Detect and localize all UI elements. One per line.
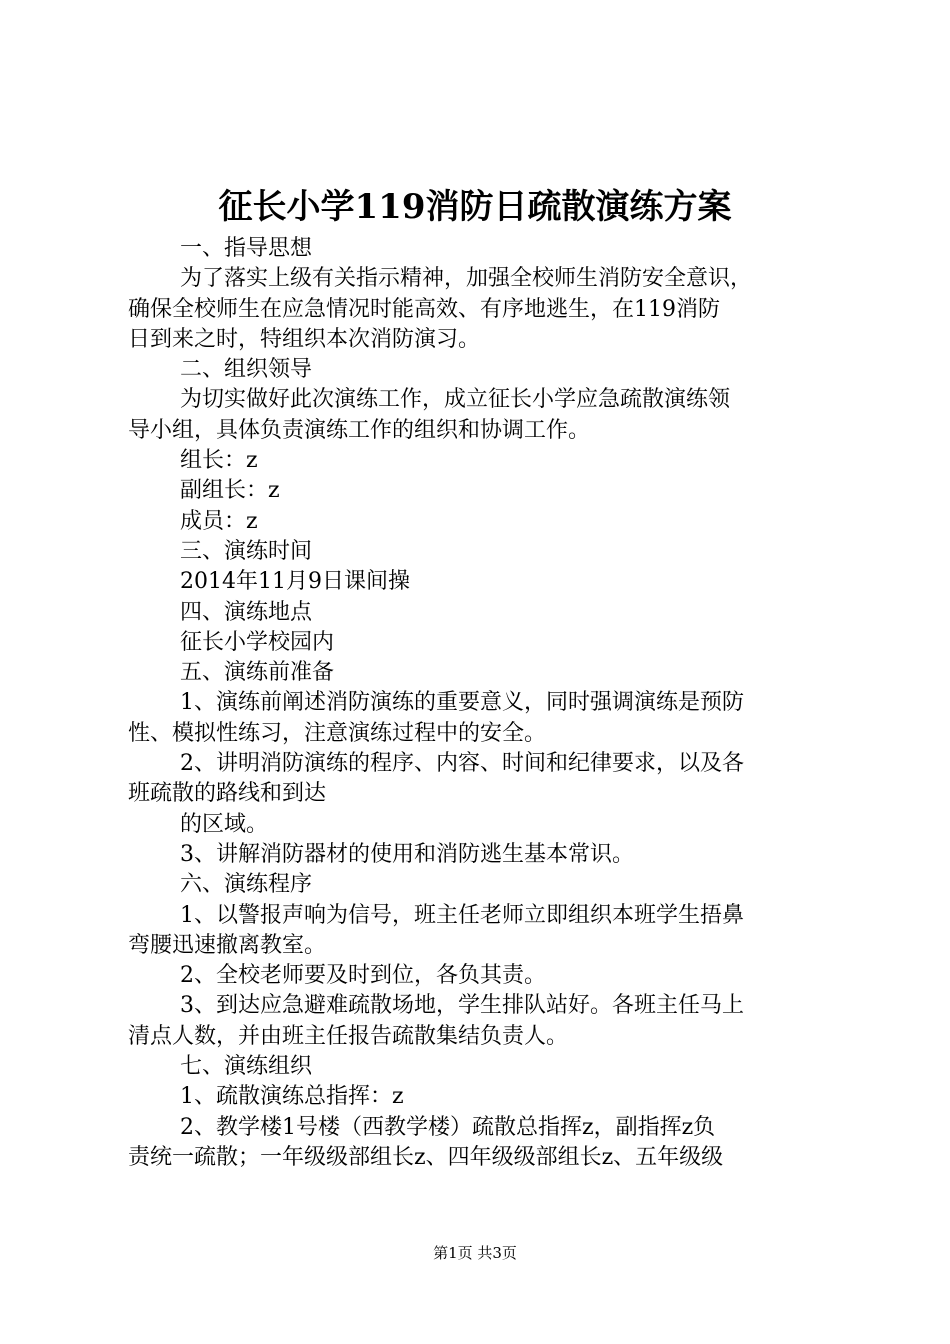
page-footer: 第1页 共3页 — [433, 1244, 517, 1262]
paragraph-line: 弯腰迅速撤离教室。 — [128, 932, 327, 958]
paragraph-line: 2、讲明消防演练的程序、内容、时间和纪律要求，以及各 — [180, 751, 744, 777]
paragraph-line: 2、教学楼1号楼（西教学楼）疏散总指挥z，副指挥z负 — [180, 1114, 716, 1140]
section-heading: 一、指导思想 — [180, 236, 313, 261]
section-heading: 二、组织领导 — [180, 357, 313, 383]
paragraph-line: 2、全校老师要及时到位，各负其责。 — [180, 963, 546, 989]
paragraph-line: 的区域。 — [180, 811, 269, 837]
paragraph-line: 为了落实上级有关指示精神，加强全校师生消防安全意识， — [180, 266, 753, 292]
paragraph-line: 2014年11月9日课间操 — [180, 569, 410, 595]
paragraph-line: 确保全校师生在应急情况时能高效、有序地逃生，在119消防 — [128, 296, 720, 322]
paragraph-line: 3、到达应急避难疏散场地，学生排队站好。各班主任马上 — [180, 993, 744, 1019]
section-heading: 五、演练前准备 — [180, 660, 335, 686]
section-heading: 七、演练组织 — [180, 1054, 313, 1080]
paragraph-line: 性、模拟性练习，注意演练过程中的安全。 — [128, 720, 547, 746]
paragraph-line: 为切实做好此次演练工作，成立征长小学应急疏散演练领 — [180, 387, 731, 413]
paragraph-line: 清点人数，并由班主任报告疏散集结负责人。 — [128, 1023, 569, 1049]
paragraph-line: 1、以警报声响为信号，班主任老师立即组织本班学生捂鼻 — [180, 902, 744, 928]
paragraph-line: 副组长：z — [180, 478, 280, 504]
paragraph-line: 征长小学校园内 — [180, 629, 335, 655]
paragraph-line: 1、疏散演练总指挥：z — [180, 1084, 404, 1110]
document-body — [128, 234, 833, 1173]
paragraph-line: 成员：z — [180, 508, 258, 534]
paragraph-line: 班疏散的路线和到达 — [128, 781, 327, 807]
paragraph-line: 导小组，具体负责演练工作的组织和协调工作。 — [128, 417, 591, 443]
section-heading: 三、演练时间 — [180, 538, 313, 564]
paragraph-line: 1、演练前阐述消防演练的重要意义，同时强调演练是预防 — [180, 690, 744, 716]
paragraph-line: 日到来之时，特组织本次消防演习。 — [128, 326, 481, 352]
document-title: 征长小学119消防日疏散演练方案 — [218, 187, 732, 227]
paragraph-line: 组长：z — [180, 448, 258, 474]
paragraph-line: 责统一疏散；一年级级部组长z、四年级级部组长z、五年级级 — [128, 1144, 724, 1170]
section-heading: 四、演练地点 — [180, 599, 313, 625]
section-heading: 六、演练程序 — [180, 872, 313, 898]
paragraph-line: 3、讲解消防器材的使用和消防逃生基本常识。 — [180, 841, 634, 867]
